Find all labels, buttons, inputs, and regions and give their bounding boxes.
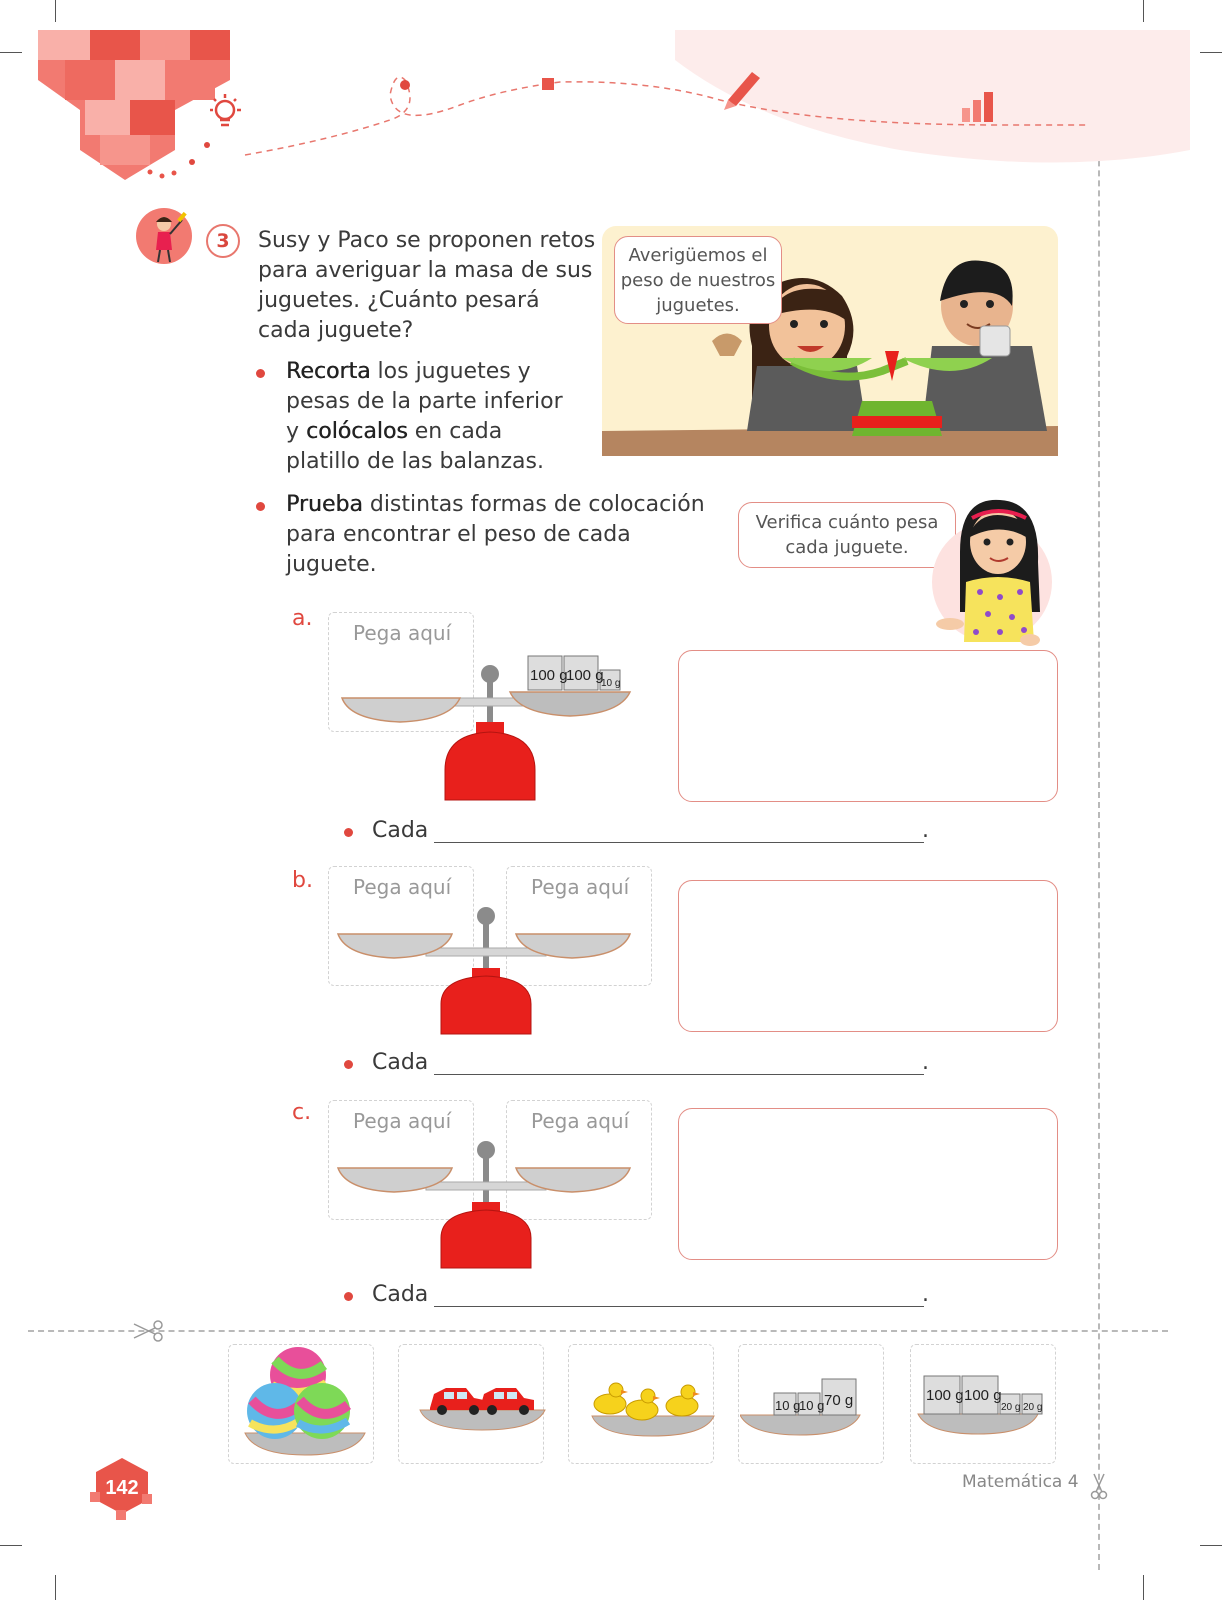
answer-line-c[interactable] <box>434 1306 924 1307</box>
instruction-try <box>286 490 706 580</box>
cada-line-b <box>372 1050 929 1075</box>
page-number-badge <box>86 1454 158 1520</box>
instruction-cut-out <box>286 357 566 477</box>
header-decoration <box>0 0 1222 200</box>
scissors-icon <box>1090 1472 1108 1500</box>
bullet-dot <box>344 1292 353 1301</box>
bullet-dot <box>344 828 353 837</box>
cut-line-vertical <box>1098 30 1100 1570</box>
weight-label-2: 100 g <box>566 667 604 684</box>
instruction-text: en cada platillo de las balanzas. <box>286 419 544 474</box>
bullet-dot <box>344 1060 353 1069</box>
weight-label-1: 100 g <box>926 1387 964 1404</box>
weights-stack-a <box>528 656 620 690</box>
weight-label-1: 100 g <box>530 667 568 684</box>
lightbulb-icon <box>210 94 241 125</box>
book-title: Matemática 4 <box>962 1472 1079 1492</box>
exercise-letter-b: b. <box>292 868 313 893</box>
answer-box-c[interactable] <box>678 1108 1058 1260</box>
balls-icon <box>240 1345 375 1457</box>
answer-box-b[interactable] <box>678 880 1058 1032</box>
paste-label: Pega aquí <box>353 621 452 645</box>
balance-scale-b <box>336 900 636 1036</box>
task-intro: Susy y Paco se proponen retos para averiguar la masa de sus juguetes. ¿Cuánto pesará cada juguete? <box>258 228 596 343</box>
balance-scale-a <box>340 650 640 802</box>
speech-bubble-girl: Verifica cuánto pesa cada juguete. <box>738 502 956 568</box>
weights-set-1 <box>740 1375 880 1445</box>
period: . <box>922 1050 929 1075</box>
answer-line-a[interactable] <box>434 842 924 843</box>
paste-label: Pega aquí <box>353 1109 452 1133</box>
weight-label-1: 10 g <box>775 1398 801 1413</box>
weight-label-3: 20 g <box>1001 1402 1021 1413</box>
verb-colocalos: colócalos <box>306 419 408 444</box>
ducks-icon <box>590 1380 720 1450</box>
balance-scale-c <box>336 1134 636 1270</box>
cars-icon <box>400 1370 550 1440</box>
cut-line-horizontal <box>28 1330 1168 1332</box>
weights-set-2 <box>912 1370 1052 1440</box>
verb-recorta: Recorta <box>286 359 371 384</box>
paste-label: Pega aquí <box>531 875 630 899</box>
weight-label-3: 10 g <box>601 678 621 689</box>
paste-label: Pega aquí <box>353 875 452 899</box>
answer-line-b[interactable] <box>434 1074 924 1075</box>
bullet-dot <box>256 502 265 511</box>
cada-label: Cada <box>372 818 429 843</box>
instruction-text: los juguetes y pesas de la parte inferior y <box>286 359 563 444</box>
scissors-icon <box>132 1320 166 1342</box>
cada-label: Cada <box>372 1282 429 1307</box>
girl-illustration <box>930 492 1060 652</box>
page-number: 142 <box>105 1477 139 1499</box>
cada-line-a <box>372 818 929 843</box>
bullet-dot <box>256 369 265 378</box>
weight-label-2: 10 g <box>799 1398 825 1413</box>
student-avatar-icon <box>134 204 196 266</box>
cubes-icon <box>38 30 230 180</box>
cada-label: Cada <box>372 1050 429 1075</box>
period: . <box>922 818 929 843</box>
weight-label-3: 70 g <box>824 1392 854 1409</box>
speech-bubble-top: Averigüemos el peso de nuestros juguetes. <box>614 236 782 324</box>
weight-label-4: 20 g <box>1023 1402 1043 1413</box>
exercise-letter-c: c. <box>292 1100 312 1125</box>
cada-line-c <box>372 1282 929 1307</box>
answer-box-a[interactable] <box>678 650 1058 802</box>
instruction-text: distintas formas de colocación para encontrar el peso de cada juguete. <box>286 492 705 577</box>
weight-label-2: 100 g <box>964 1387 1002 1404</box>
task-number: 3 <box>206 224 240 258</box>
period: . <box>922 1282 929 1307</box>
paste-label: Pega aquí <box>531 1109 630 1133</box>
verb-prueba: Prueba <box>286 492 363 517</box>
exercise-letter-a: a. <box>292 606 313 631</box>
